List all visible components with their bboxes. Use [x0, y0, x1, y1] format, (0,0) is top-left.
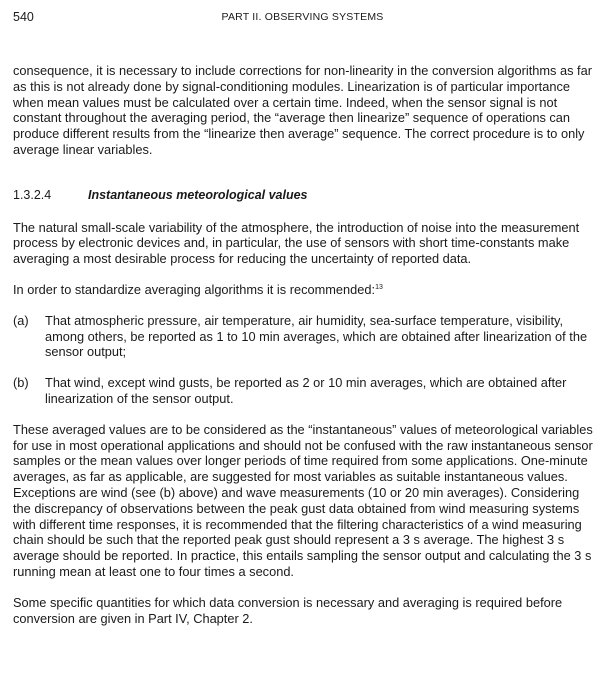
paragraph-recommendation: [13, 282, 597, 298]
list-item: [13, 375, 597, 407]
list-item: [13, 313, 597, 360]
running-head: PART II. OBSERVING SYSTEMS: [221, 11, 384, 23]
footnote-reference[interactable]: 13: [375, 283, 383, 291]
recommendation-text: In order to standardize averaging algorithms it is recommended:: [13, 281, 376, 297]
paragraph-averaged-values: These averaged values are to be considered as the “instantaneous” values of meteorological variables for use in most operational applications and should not be confused with the raw instantaneous sensor samples or the mean values over longer periods of time required from some applications. One-minute averages, as far as applicable, are suggested for most variables as suitable instantaneous values. Exceptions are wind (see (b) above) and wave measurements (10 or 20 min averages). Considering the discrepancy of observations between the peak gust data obtained from wind measuring systems with different time responses, it is recommended that the filtering characteristics of a wind measuring chain should be such that the reported peak gust should represent a 3 s average. The highest 3 s average should be reported. In practice, this entails sampling the sensor output and calculating the 3 s running mean at least one to four times a second.: [13, 421, 593, 579]
page-header: [13, 10, 592, 30]
list-item-label: (b): [13, 375, 29, 391]
paragraph-variability: The natural small-scale variability of the atmosphere, the introduction of noise into the measurement process by electronic devices and, in particular, the use of sensors with short time-constants make averaging a most desirable process for reducing the uncertainty of reported data.: [13, 219, 580, 267]
section-title: Instantaneous meteorological values: [88, 187, 308, 202]
list-item-text: That wind, except wind gusts, be reported as 2 or 10 min averages, which are obtained after linearization of the sensor output.: [45, 375, 567, 406]
paragraph-specific-quantities: Some specific quantities for which data conversion is necessary and averaging is required before conversion are given in Part IV, Chapter 2.: [13, 594, 563, 626]
section-heading: [13, 188, 597, 204]
paragraph-linearization: consequence, it is necessary to include corrections for non-linearity in the conversion algorithms as far as this is not already done by signal-conditioning modules. Linearization is of particular importance when mean values must be calculated over a certain time. Indeed, when the sensor signal is not constant throughout the averaging period, the “average then linearize” sequence of operations can produce different results from the “linearize then average” sequence. The correct procedure is to only average linear variables.: [13, 63, 592, 157]
list-item-text: That atmospheric pressure, air temperature, air humidity, sea-surface temperature, visibility, among others, be reported as 1 to 10 min averages, which are obtained after linearization of the sensor output;: [45, 312, 588, 360]
list-item-label: (a): [13, 312, 29, 328]
section-number: 1.3.2.4: [13, 187, 52, 202]
body-text: [13, 63, 597, 626]
page-number: 540: [13, 10, 34, 24]
